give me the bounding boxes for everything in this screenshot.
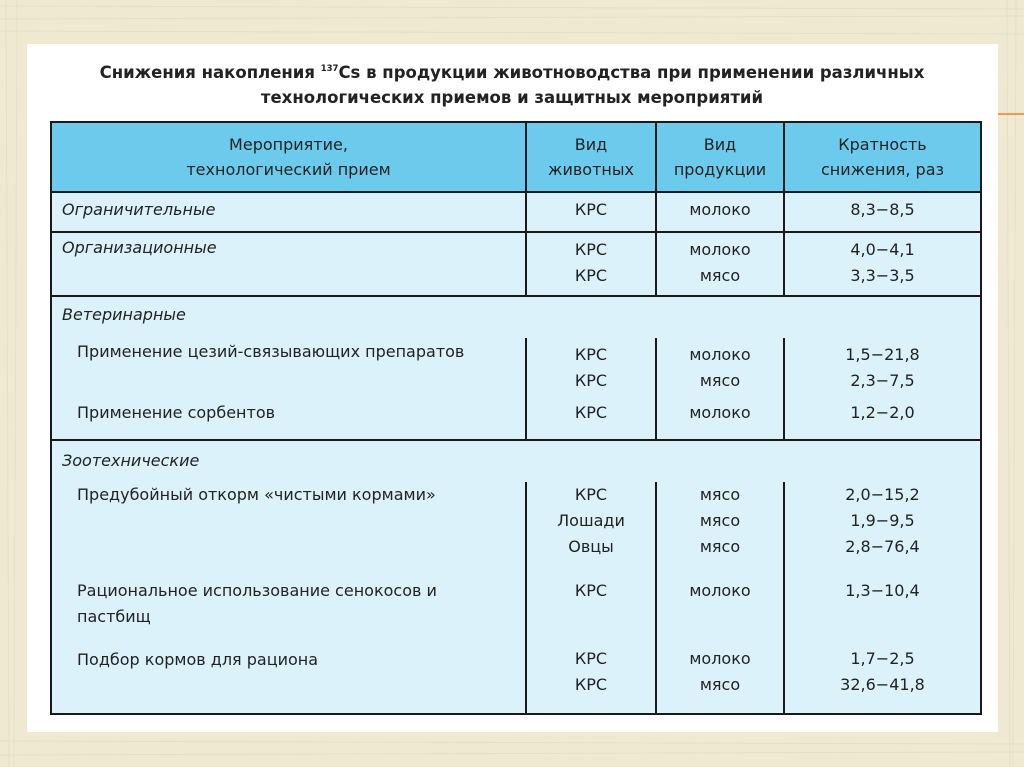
isotope-mass-number: 137 [320, 64, 339, 74]
category-zootechnical: Зоотехнические [51, 440, 526, 482]
product-cell: молоко мясо [656, 232, 784, 296]
product-cell: молоко [656, 400, 784, 440]
cesium-reduction-table [50, 121, 982, 715]
product-cell: молоко мясо [656, 646, 784, 714]
ratio-cell: 1,2−2,0 [784, 400, 981, 440]
animal-cell: КРС КРС [526, 646, 656, 714]
animal-cell: КРС [526, 400, 656, 440]
product-cell: молоко [656, 577, 784, 646]
measure-cell: Применение сорбентов [51, 400, 526, 440]
ratio-cell: 4,0−4,1 3,3−3,5 [784, 232, 981, 296]
ratio-cell: 8,3−8,5 [784, 192, 981, 232]
ratio-cell: 1,7−2,5 32,6−41,8 [784, 646, 981, 714]
table-row [51, 338, 981, 400]
header-ratio: Кратность снижения, раз [784, 122, 981, 192]
ratio-cell: 2,0−15,2 1,9−9,5 2,8−76,4 [784, 482, 981, 577]
header-animal: Вид животных [526, 122, 656, 192]
slide [27, 44, 998, 732]
category-organizational: Организационные [51, 232, 526, 296]
animal-cell: КРС [526, 577, 656, 646]
table-row [51, 192, 981, 232]
measure-cell: Рациональное использование сенокосов и пастбищ [51, 577, 526, 646]
category-restrictive: Ограничительные [51, 192, 526, 232]
product-cell: мясо мясо мясо [656, 482, 784, 577]
header-measure: Мероприятие, технологический прием [51, 122, 526, 192]
table-row [51, 232, 981, 296]
table-row [51, 482, 981, 577]
header-product: Вид продукции [656, 122, 784, 192]
animal-cell: КРС КРС [526, 232, 656, 296]
table-row [51, 577, 981, 646]
product-cell: молоко [656, 192, 784, 232]
measure-cell: Подбор кормов для рациона [51, 646, 526, 714]
ratio-cell: 1,5−21,8 2,3−7,5 [784, 338, 981, 400]
slide-title: Снижения накопления $^{137}$Cs в продукции животноводства при применении различных технологических приемов и защитных мероприятий [99, 63, 925, 107]
ratio-cell: 1,3−10,4 [784, 577, 981, 646]
animal-cell: КРС Лошади Овцы [526, 482, 656, 577]
animal-cell: КРС КРС [526, 338, 656, 400]
animal-cell: КРС [526, 192, 656, 232]
measure-cell: Применение цезий-связывающих препаратов [51, 338, 526, 400]
measure-cell: Предубойный откорм «чистыми кормами» [51, 482, 526, 577]
table-row [51, 296, 981, 338]
table-row [51, 646, 981, 714]
table-row [51, 400, 981, 440]
table-row [51, 440, 981, 482]
product-cell: молоко мясо [656, 338, 784, 400]
slide-accent-line [998, 113, 1024, 115]
category-veterinary: Ветеринарные [51, 296, 526, 338]
table-header-row [51, 122, 981, 192]
